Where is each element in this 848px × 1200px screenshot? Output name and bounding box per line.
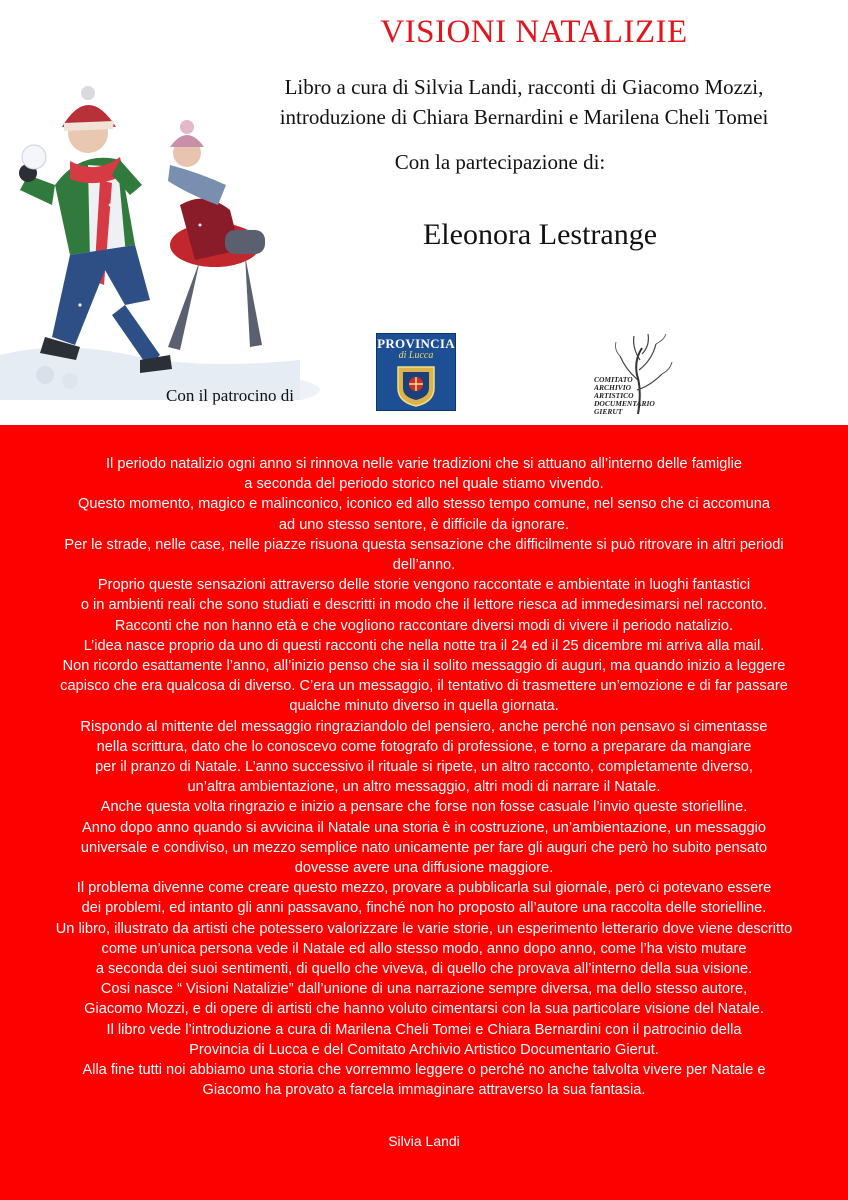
patronage-label: Con il patrocino di: [166, 386, 294, 405]
text-line: a seconda dei suoi sentimenti, di quello che viveva, di quello che provava all’interno della sua visione.: [95, 961, 753, 978]
text-line: Per le strade, nelle case, nelle piazze risuona questa sensazione che difficilmente si può ritrovare in altri periodi: [64, 536, 784, 553]
text-line: Racconti che non hanno età e che vogliono raccontare diversi modi di vivere il periodo natalizio.: [114, 617, 734, 634]
provincia-logo-name: PROVINCIA: [377, 336, 455, 351]
text-line: come un’unica persona vede il Natale ed allo stesso modo, anno dopo anno, come l’ha visto mutare: [101, 940, 747, 957]
text-line: universale e condiviso, un mezzo semplice nato unicamente per fare gli auguri che però ho subito pensato: [80, 839, 768, 856]
text-line: Giacomo Mozzi, e di opere di artisti che hanno voluto cimentarsi con la sua particolare visione del Natale.: [84, 1001, 764, 1018]
text-line: Proprio queste sensazioni attraverso delle storie vengono raccontate e ambientate in luoghi fantastici: [97, 577, 751, 594]
text-line: Anno dopo anno quando si avvicina il Natale una storia è in costruzione, un’ambientazione, un messaggio: [82, 819, 766, 836]
book-title: VISIONI NATALIZIE: [380, 14, 688, 50]
text-line: Un libro, illustrato da artisti che potessero valorizzare le varie storie, un esperimento letterario dove viene descritto: [55, 920, 793, 937]
text-line: Il periodo natalizio ogni anno si rinnova nelle varie tradizioni che si attuano all’interno delle famiglie: [105, 456, 743, 472]
text-line: Cosi nasce “ Visioni Natalizie” dall’unione di una narrazione sempre diversa, ma dello stesso autore,: [100, 981, 748, 998]
text-line: Rispondo al mittente del messaggio ringraziandolo del pensiero, anche perché non pensavo si cimentasse: [80, 718, 768, 735]
provincia-lucca-logo: [376, 333, 456, 411]
text-line: dei problemi, ed intanto gli anni passavano, finché non ho proposto all’autore una raccolta delle storielline.: [81, 900, 767, 917]
text-line: un’altra ambientazione, un altro messaggio, altri modi di narrare il Natale.: [187, 779, 661, 796]
text-line: L’idea nasce proprio da uno di questi racconti che nella notte tra il 24 ed il 25 dicembre mi arriva alla mail.: [83, 637, 765, 654]
text-line: Provincia di Lucca e del Comitato Archivio Artistico Documentario Gierut.: [189, 1041, 659, 1058]
signature: Silvia Landi: [388, 1133, 460, 1149]
gierut-logo-text: COMITATO ARCHIVIO ARTISTICO DOCUMENTARIO GIERUT: [594, 375, 655, 416]
book-credits: [200, 72, 848, 132]
text-line: dell’anno.: [392, 557, 456, 574]
introduction-text: [0, 454, 848, 1101]
text-line: nella scrittura, dato che lo conoscevo come fotografo di professione, e torno a preparare da mangiare: [96, 738, 752, 755]
text-line: dovesse avere una diffusione maggiore.: [294, 860, 554, 877]
text-line: Questo momento, magico e malinconico, iconico ed allo stesso tempo comune, nel senso che ci accomuna: [78, 496, 770, 513]
text-line: Alla fine tutti noi abbiamo una storia che vorremmo leggere o perché no anche talvolta vivere per Natale e: [82, 1062, 766, 1079]
credits-line: Libro a cura di Silvia Landi, racconti di Giacomo Mozzi,: [284, 75, 764, 99]
text-line: Il problema divenne come creare questo mezzo, provare a pubblicarla sul giornale, però ci potevano essere: [76, 880, 772, 897]
participation-label: Con la partecipazione di:: [394, 150, 606, 174]
text-line: ad uno stesso sentore, è difficile da ignorare.: [278, 516, 570, 533]
text-line: Giacomo ha provato a farcela immaginare attraverso la sua fantasia.: [202, 1082, 646, 1099]
provincia-logo-city: di Lucca: [398, 350, 434, 361]
guest-name: Eleonora Lestrange: [422, 218, 658, 251]
text-line: Anche questa volta ringrazio e inizio a pensare che forse non fosse casuale l’invio queste storielline.: [100, 799, 748, 816]
text-line: Non ricordo esattamente l’anno, all’inizio penso che sia il solito messaggio di auguri, ma quando inizio a leggere: [62, 658, 786, 675]
header-section: [0, 0, 848, 425]
text-line: qualche minuto diverso in quella giornata.: [289, 698, 559, 715]
text-line: Il libro vede l’introduzione a cura di Marilena Cheli Tomei e Chiara Bernardini con il patrocinio della: [106, 1021, 742, 1038]
text-line: a seconda del periodo storico nel quale stiamo vivendo.: [244, 476, 604, 493]
text-line: per il pranzo di Natale. L’anno successivo il rituale si ripete, un altro racconto, completamente diverso,: [95, 759, 753, 776]
text-line: o in ambienti reali che sono studiati e descritti in modo che il lettore riesca ad immedesimarsi nel racconto.: [80, 597, 768, 614]
coat-of-arms-icon: [395, 364, 437, 408]
text-line: capisco che era qualcosa di diverso. C’era un messaggio, il tentativo di trasmettere un’emozione e di far passare: [60, 678, 788, 695]
credits-line: introduzione di Chiara Bernardini e Marilena Cheli Tomei: [279, 105, 769, 129]
